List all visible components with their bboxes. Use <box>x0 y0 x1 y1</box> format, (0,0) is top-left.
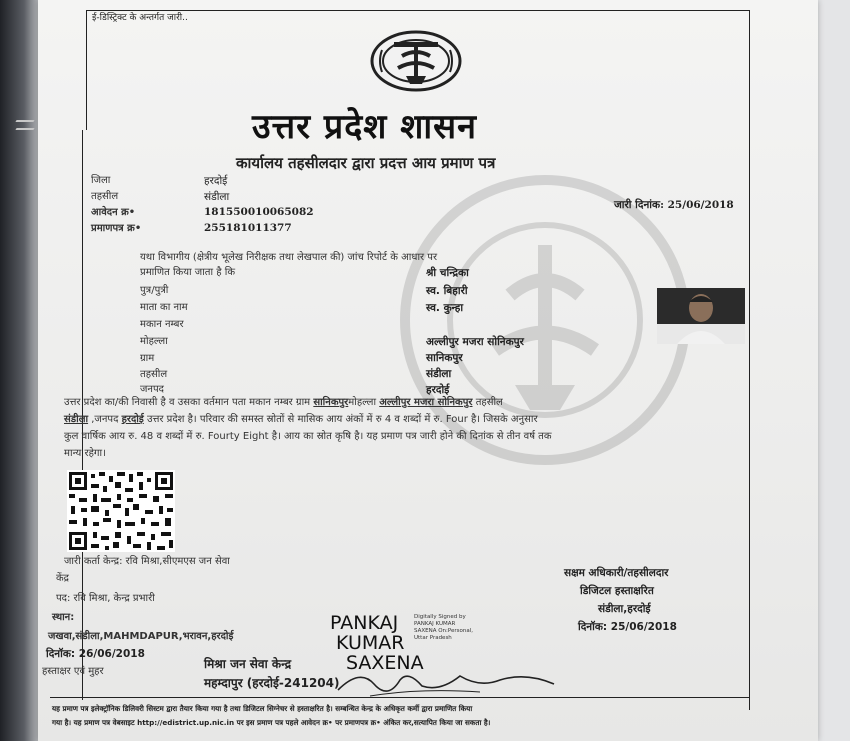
mother-name: स्व. कुन्हा <box>426 302 464 314</box>
applicant-photo-icon <box>657 288 745 344</box>
mohalla-value: अल्लीपुर मजरा सोनिकपुर <box>426 336 524 348</box>
digital-sign-note-3: SAXENA On:Personal, <box>414 628 474 634</box>
body-line-4: मान्य रहेगा। <box>64 448 106 459</box>
background-left-edge <box>0 0 40 741</box>
issue-date: जारी दिनांक: 25/06/2018 <box>614 199 734 211</box>
body-text: तहसील <box>472 397 503 408</box>
tehsil-value: संडीला <box>204 191 230 203</box>
village-value: सानिकपुर <box>426 352 463 364</box>
village-label: ग्राम <box>140 353 155 364</box>
border-top <box>86 10 750 11</box>
person-name: श्री चन्द्रिका <box>426 267 469 279</box>
issuing-center-cont: केंद्र <box>56 573 69 584</box>
applicant-photo <box>657 288 745 344</box>
application-label: आवेदन क्र• <box>91 207 136 218</box>
house-label: मकान नम्बर <box>140 319 184 330</box>
certificate-number: 255181011377 <box>204 222 292 234</box>
intro-line-1: यथा विभागीय (क्षेत्रीय भूलेख निरीक्षक तथा लेखपाल की) जांच रिपोर्ट के आधार पर <box>140 252 438 263</box>
body-district: हरदोई <box>121 414 144 425</box>
authority-digitally-signed: डिजिटल हस्ताक्षरित <box>580 585 654 597</box>
district-value: हरदोई <box>204 175 228 187</box>
person-district-label: जनपद <box>140 384 164 395</box>
digital-signer-name-2: KUMAR <box>336 632 405 654</box>
certificate-number-label: प्रमाणपत्र क्र• <box>91 223 142 234</box>
border-left <box>86 10 87 130</box>
authority-place: संडीला,हरदोई <box>598 603 651 615</box>
digital-sign-note-1: Digitally Signed by <box>414 614 466 620</box>
body-tehsil: संडीला <box>64 414 89 425</box>
body-line-1 <box>64 397 503 409</box>
header-note: ई-डिस्ट्रिक्ट के अन्तर्गत जारी.. <box>92 13 188 23</box>
issuing-center: जारी कर्ता केन्द्र: रवि मिश्रा,सीएमएस जन सेवा <box>64 556 230 567</box>
stamp-line-2: महम्दापुर (हरदोई-241204) <box>204 676 340 690</box>
digital-sign-note-2: PANKAJ KUMAR <box>414 621 456 627</box>
person-tehsil-label: तहसील <box>140 369 168 380</box>
mohalla-label: मोहल्ला <box>140 336 168 347</box>
application-number: 181550010065082 <box>204 206 314 218</box>
body-line-3: कुल वार्षिक आय रु. 48 व शब्दों में रु. Fourty Eight है। आय का स्रोत कृषि है। यह प्रमाण पत्र जारी होने की दिनांक से तीन वर्ष तक <box>64 431 552 442</box>
person-tehsil-value: संडीला <box>426 368 452 380</box>
body-text: मोहल्ला <box>348 397 380 408</box>
body-text: उत्तर प्रदेश का/की निवासी है व उसका वर्तमान पता मकान नम्बर ग्राम <box>64 397 314 408</box>
intro-line-2: प्रमाणित किया जाता है कि <box>140 267 236 278</box>
authority-title: सक्षम अधिकारी/तहसीलदार <box>564 567 669 579</box>
issuer-post: पद: रवि मिश्रा, केन्द्र प्रभारी <box>56 593 155 604</box>
edge-mark <box>11 128 34 137</box>
tehsil-label: तहसील <box>91 191 119 202</box>
mother-label: माता का नाम <box>140 302 188 313</box>
stamp-line-1: मिश्रा जन सेवा केन्द्र <box>204 657 292 671</box>
body-mohalla: अल्लीपुर मजरा सोनिकपुर <box>379 397 473 408</box>
certificate-subtitle: कार्यालय तहसीलदार द्वारा प्रदत्त आय प्रमाण पत्र <box>236 154 496 172</box>
son-label: पुत्र/पुत्री <box>140 285 169 296</box>
district-label: जिला <box>91 175 111 186</box>
qr-code-icon <box>67 470 175 552</box>
up-emblem-icon <box>368 30 464 92</box>
authority-date: दिनॉक: 25/06/2018 <box>578 621 677 633</box>
background-right-edge <box>818 0 850 741</box>
page-title: उत्तर प्रदेश शासन <box>252 107 478 147</box>
issuer-place: जखवा,संडीला,MAHMDAPUR,भरावन,हरदोई <box>48 631 234 642</box>
digital-signer-name-1: PANKAJ <box>330 612 399 634</box>
issuer-date: दिनॉक: 26/06/2018 <box>46 648 145 660</box>
sign-seal-label: हस्ताक्षर एवं मुहर <box>42 666 104 677</box>
body-text: ,जनपद <box>88 414 122 425</box>
footer-line-2: गया है। यह प्रमाण पत्र वेबसाइट http://edistrict.up.nic.in पर इस प्रमाण पत्र पहले आवेदन क्र• पर प्रमाणपत्र क्र• अंकित कर,सत्यापित किया जा सकता है। <box>52 718 491 727</box>
digital-sign-note-4: Uttar Pradesh <box>414 635 452 641</box>
footer-line-1: यह प्रमाण पत्र इलेक्ट्रॉनिक डिलिवरी सिस्टम द्वारा तैयार किया गया है तथा डिजिटल सिग्नेचर से हस्ताक्षरित है। सम्बन्धित केन्द्र के अधिकृत कर्मी द्वारा प्रमाणित किया <box>52 704 473 713</box>
place-label: स्थान: <box>52 612 75 623</box>
body-line-2 <box>64 414 538 426</box>
border-right <box>749 10 750 710</box>
person-district-value: हरदोई <box>426 384 450 396</box>
body-text: उत्तर प्रदेश है। परिवार की समस्त स्रोतों से मासिक आय अंकों में रु 4 व शब्दों में रु. Four है। जिसके अनुसार <box>143 414 538 425</box>
father-name: स्व. बिहारी <box>426 285 468 297</box>
body-village: सानिकपुर <box>313 397 349 408</box>
digital-signer-name-3: SAXENA <box>346 652 424 674</box>
